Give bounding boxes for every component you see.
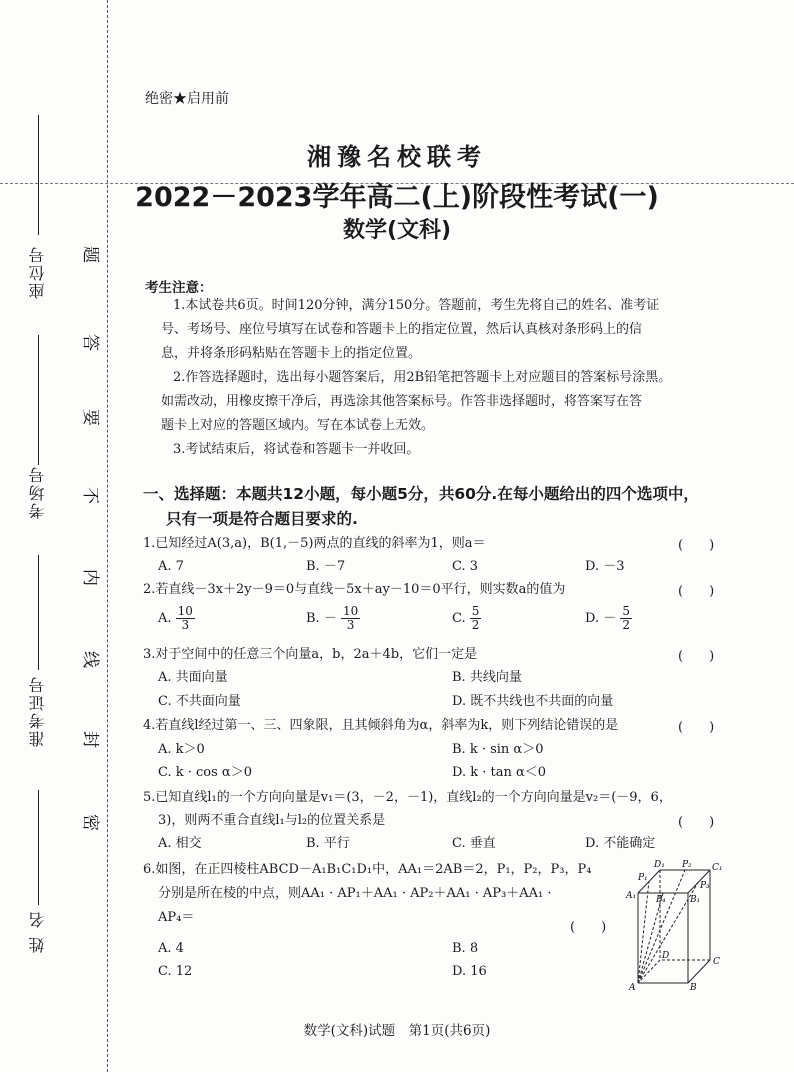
fraction bbox=[470, 605, 482, 632]
option-label: C. bbox=[452, 611, 466, 626]
seal-char: 要 bbox=[80, 409, 100, 426]
question-5-stem-cont: 3)，则两不重合直线l₁与l₂的位置关系是 bbox=[158, 813, 386, 828]
answer-paren: ( ) bbox=[678, 720, 715, 735]
notice-line: 如需改动，用橡皮擦干净后，再选涂其他答案标号。作答非选择题时，将答案写在答 bbox=[161, 394, 643, 409]
answer-paren: ( ) bbox=[678, 584, 715, 599]
answer-paren: ( ) bbox=[678, 538, 715, 553]
admission-number-blank bbox=[38, 555, 39, 670]
room-number-blank bbox=[38, 335, 39, 465]
seal-char: 不 bbox=[80, 487, 100, 504]
option-a: A. 共面向量 bbox=[158, 670, 228, 685]
prism-figure bbox=[620, 858, 730, 993]
notice-heading: 考生注意： bbox=[145, 280, 213, 296]
option-d: D. －3 bbox=[585, 559, 625, 574]
option-d: D. 不能确定 bbox=[585, 836, 656, 851]
option-a: A. 7 bbox=[158, 559, 184, 574]
notice-line: 2.作答选择题时，选出每小题答案后，用2B铅笔把答题卡上对应题目的答案标号涂黑。 bbox=[173, 370, 672, 385]
section-heading bbox=[143, 482, 733, 532]
fig-label: P₄ bbox=[656, 895, 666, 905]
option-b: B. －7 bbox=[306, 559, 346, 574]
notice-line: 3.考试结束后，将试卷和答题卡一并收回。 bbox=[173, 442, 420, 457]
seal-char: 密 bbox=[80, 814, 100, 831]
fig-label: A₁ bbox=[626, 891, 637, 901]
name-blank bbox=[38, 790, 39, 905]
section-heading-line: 一、选择题：本题共12小题，每小题5分，共60分.在每小题给出的四个选项中， bbox=[143, 485, 699, 503]
notice-line: 题卡上对应的答题区域内。写在本试卷上无效。 bbox=[161, 418, 435, 433]
option-c: C. 12 bbox=[158, 964, 193, 979]
seat-number-label: 座位号 bbox=[28, 245, 47, 299]
option-b: B. k · sin α＞0 bbox=[452, 742, 544, 757]
fraction bbox=[620, 605, 632, 632]
room-number-label: 考场号 bbox=[28, 465, 47, 519]
fig-label: B bbox=[690, 983, 697, 993]
name-label: 姓 名 bbox=[28, 910, 47, 954]
exam-title: 2022－2023学年高二(上)阶段性考试(一) bbox=[135, 182, 659, 213]
option-b: B. 8 bbox=[452, 941, 479, 956]
option-label: A. bbox=[158, 611, 172, 626]
numerator: 5 bbox=[471, 604, 480, 618]
option-d: D. k · tan α＜0 bbox=[452, 765, 547, 780]
subject-title: 数学(文科) bbox=[342, 218, 452, 243]
question-3-stem: 3.对于空间中的任意三个向量a，b，2a＋4b，它们一定是 bbox=[143, 647, 478, 662]
option-a: A. 4 bbox=[158, 941, 184, 956]
option-c: C. 垂直 bbox=[452, 836, 496, 851]
option-d bbox=[585, 605, 632, 632]
admission-number-label: 准考证号 bbox=[28, 675, 47, 747]
fraction bbox=[176, 605, 195, 632]
fig-label: P₂ bbox=[682, 860, 692, 870]
option-b bbox=[306, 605, 360, 632]
numerator: 10 bbox=[342, 604, 359, 618]
question-4-stem: 4.若直线l经过第一、三、四象限，且其倾斜角为α，斜率为k，则下列结论错误的是 bbox=[143, 718, 619, 733]
answer-paren: ( ) bbox=[570, 920, 607, 935]
seal-char: 线 bbox=[80, 651, 100, 668]
fig-label: B₁ bbox=[690, 895, 701, 905]
seal-char: 答 bbox=[80, 334, 100, 351]
denominator: 3 bbox=[346, 618, 355, 632]
option-d: D. 既不共线也不共面的向量 bbox=[452, 694, 614, 709]
page-footer: 数学(文科)试题 第1页(共6页) bbox=[303, 1023, 491, 1039]
option-c: C. 不共面向量 bbox=[158, 694, 241, 709]
denominator: 2 bbox=[471, 618, 480, 632]
notice-line: 1.本试卷共6页。时间120分钟，满分150分。答题前，考生先将自己的姓名、准考证 bbox=[173, 298, 660, 313]
question-6-stem: 6.如图，在正四棱柱ABCD－A₁B₁C₁D₁中，AA₁＝2AB＝2，P₁，P₂，P₃，P₄ bbox=[143, 862, 592, 877]
seal-char: 内 bbox=[80, 569, 100, 586]
answer-paren: ( ) bbox=[678, 815, 715, 830]
fig-label: C₁ bbox=[712, 863, 723, 873]
notice-line: 号、考场号、座位号填写在试卷和答题卡上的指定位置，然后认真核对条形码上的信 bbox=[161, 322, 643, 337]
question-1-stem: 1.已知经过A(3,a)，B(1,－5)两点的直线的斜率为1，则a＝ bbox=[143, 536, 486, 551]
option-a: A. k＞0 bbox=[158, 742, 205, 757]
question-6-stem-cont: 分别是所在棱的中点，则AA₁ · AP₁＋AA₁ · AP₂＋AA₁ · AP₃＋AA₁ · bbox=[158, 886, 552, 901]
answer-paren: ( ) bbox=[678, 649, 715, 664]
notice-line: 息，并将条形码粘贴在答题卡上的指定位置。 bbox=[161, 346, 422, 361]
denominator: 3 bbox=[181, 618, 190, 632]
organization-title: 湘豫名校联考 bbox=[307, 143, 487, 171]
fig-label: A bbox=[629, 983, 636, 993]
fig-label: P₁ bbox=[638, 873, 648, 883]
numerator: 5 bbox=[622, 604, 631, 618]
fig-label: C bbox=[713, 957, 720, 967]
option-a: A. 相交 bbox=[158, 836, 202, 851]
fig-label: D bbox=[662, 951, 670, 961]
option-label: D. － bbox=[585, 611, 617, 626]
fig-label: D₁ bbox=[654, 860, 665, 870]
fig-label: P₃ bbox=[700, 881, 710, 891]
question-6-stem-cont: AP₄＝ bbox=[158, 910, 195, 925]
fraction bbox=[341, 605, 360, 632]
question-5-stem: 5.已知直线l₁的一个方向向量是v₁＝(3，－2，－1)，直线l₂的一个方向向量是v₂＝(－9，6， bbox=[143, 790, 672, 805]
option-c bbox=[452, 605, 481, 632]
option-c: C. k · cos α＞0 bbox=[158, 765, 252, 780]
seal-char: 题 bbox=[80, 246, 100, 263]
option-a bbox=[158, 605, 195, 632]
section-heading-line: 只有一项是符合题目要求的. bbox=[166, 510, 358, 528]
option-d: D. 16 bbox=[452, 964, 487, 979]
confidential-mark: 绝密★启用前 bbox=[145, 91, 229, 107]
seal-char: 封 bbox=[80, 731, 100, 748]
notice-body bbox=[161, 294, 728, 462]
question-2-stem: 2.若直线－3x＋2y－9＝0与直线－5x＋ay－10＝0平行，则实数a的值为 bbox=[143, 582, 566, 597]
numerator: 10 bbox=[177, 604, 193, 618]
denominator: 2 bbox=[622, 618, 631, 632]
option-c: C. 3 bbox=[452, 559, 479, 574]
option-b: B. 平行 bbox=[306, 836, 350, 851]
option-b: B. 共线向量 bbox=[452, 670, 522, 685]
option-label: B. － bbox=[306, 611, 337, 626]
